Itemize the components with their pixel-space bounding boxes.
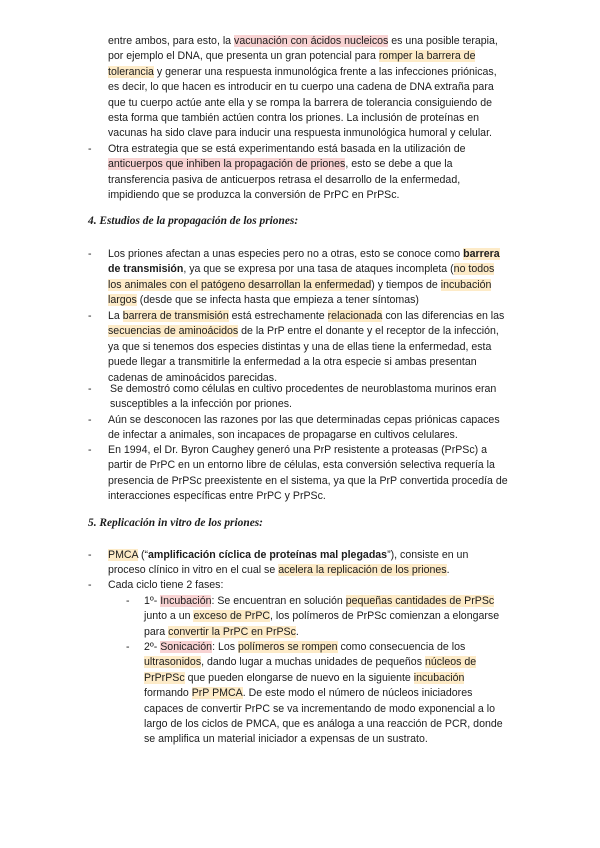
text-line (108, 34, 498, 49)
text-run: (“ (138, 549, 149, 561)
bullet-dash: - (88, 549, 92, 561)
paragraph-caughey (108, 443, 508, 505)
text-run: 1º- (144, 595, 161, 607)
text-line (108, 111, 498, 126)
text-run: : Se encuentran en solución (211, 595, 346, 607)
text-run: partir de PrPC en un entorno libre de células, esta conversión selectiva requería la (108, 459, 495, 472)
text-line (108, 563, 468, 578)
highlighted-text: barrera (463, 248, 500, 260)
highlighted-text: incubación (440, 278, 492, 291)
text-line (144, 594, 499, 609)
highlighted-text: anticuerpos que inhiben la propagación de priones (108, 158, 346, 171)
text-run: es decir, lo que hacen es introducir en tu cuerpo una cadena de DNA extraña para (108, 81, 494, 94)
text-line (110, 397, 496, 412)
highlighted-text: incubación (413, 671, 465, 684)
highlighted-text: PMCA (108, 549, 139, 561)
text-run: de infectar a animales, son incapaces de propagarse en cultivos celulares. (108, 429, 458, 442)
text-line (108, 489, 508, 504)
text-run: susceptibles a la infección por priones. (110, 398, 292, 411)
paragraph-pmca (108, 548, 468, 579)
highlighted-text: exceso de PrPC (193, 610, 271, 623)
text-line (144, 686, 503, 701)
text-run: proceso clínico in vitro en el cual se (108, 564, 279, 577)
text-run: como consecuencia de los (337, 641, 466, 653)
text-line (110, 382, 496, 397)
text-line (144, 655, 503, 670)
text-run: . (295, 625, 299, 638)
text-run: vacunas ha sido clave para inducir una respuesta inmunológica humoral y celular. (108, 127, 492, 140)
text-line (108, 443, 508, 458)
text-line (108, 262, 500, 277)
highlighted-text: Incubación (160, 595, 212, 607)
text-line (108, 173, 465, 188)
text-run: cadenas de aminoácidos parecidas. (108, 371, 278, 384)
highlighted-text: romper la barrera de (378, 50, 476, 63)
highlighted-text: PrP PMCA (191, 687, 243, 700)
text-line (108, 428, 500, 443)
text-run: se amplifica un material iniciador a expensas de un sustrato. (144, 733, 428, 746)
text-run: que tu cuerpo actúe ante ella y se rompa la barrera de tolerancia consiguiendo de (108, 96, 492, 109)
text-line (108, 340, 504, 355)
text-run: , dando lugar a muchas unidades de pequeños (201, 656, 425, 669)
text-run: impidiendo que se produzca la conversión de PrPC en PrPSc. (108, 189, 400, 202)
text-line (144, 702, 503, 717)
paragraph-phase-incubation (144, 594, 499, 640)
text-line (108, 157, 465, 172)
highlighted-text: los animales con el patógeno desarrollan la enfermedad (108, 278, 372, 291)
highlighted-text: Sonicación (160, 641, 213, 653)
highlighted-text: pequeñas cantidades de PrPSc (345, 595, 495, 607)
text-run: , esto se debe a que la (345, 158, 453, 171)
text-run: presencia de PrPSc preexistente en el sistema, ya que la PrP convertida procedía de (108, 474, 508, 487)
paragraph-amino-acid-sequences (108, 309, 504, 386)
text-line (144, 717, 503, 732)
text-run: con las diferencias en las (382, 310, 505, 322)
text-run: para (144, 625, 169, 638)
text-run: La (108, 310, 123, 322)
bullet-dash: - (88, 383, 92, 395)
text-run: (desde que se infecta hasta que empieza a tener síntomas) (136, 294, 419, 307)
highlighted-text: vacunación con ácidos nucleicos (234, 35, 389, 47)
text-run: y generar una respuesta inmunológica frente a las infecciones priónicas, (153, 65, 497, 78)
text-line (108, 142, 465, 157)
highlighted-text: largos (108, 294, 137, 307)
highlighted-text: no todos (453, 263, 495, 276)
text-run: ya que si tenemos dos especies distintas y una de ellas tiene la enfermedad, esta (108, 340, 492, 353)
text-run: interacciones específicas entre PrPC y PrPSc. (108, 490, 326, 503)
bullet-dash: - (88, 248, 92, 260)
text-run: es una posible terapia, (388, 35, 498, 47)
text-line (108, 458, 508, 473)
text-run: : Los (212, 641, 238, 653)
text-run: ) y tiempos de (371, 278, 441, 291)
text-run: . De este modo el número de núcleos iniciadores (242, 687, 473, 700)
text-line (108, 126, 498, 141)
text-run: de la PrP entre el donante y el receptor de la infección, (238, 325, 499, 338)
text-line (108, 413, 500, 428)
highlighted-text: tolerancia (108, 65, 154, 78)
text-line (108, 355, 504, 370)
text-line (108, 474, 508, 489)
text-run: transferencia pasiva de anticuerpos retrasa el desarrollo de la enfermedad, (108, 173, 461, 186)
text-run: ”), consiste en un (387, 549, 469, 561)
text-line (108, 49, 498, 64)
text-run: de transmisión (108, 263, 184, 276)
text-run: 2º- (144, 641, 161, 653)
paragraph-prion-strains (108, 413, 500, 444)
highlighted-text: barrera de transmisión (122, 310, 229, 322)
text-line (108, 80, 498, 95)
text-run: capaces de convertir PrPC se va incrementando de modo exponencial a lo (144, 702, 495, 715)
highlighted-text: convertir la PrPC en PrPSc (168, 625, 296, 638)
text-run: , ya que se expresa por una tasa de ataques incompleta ( (183, 263, 454, 276)
highlighted-text: polímeros se rompen (237, 641, 338, 653)
bullet-dash: - (88, 444, 92, 456)
text-run: por ejemplo el DNA, que presenta un gran potencial para (108, 50, 379, 63)
text-run: amplificación cíclica de proteínas mal plegadas (148, 549, 388, 561)
text-run: largo de los ciclos de PMCA, que es análoga a una reacción de PCR, donde (144, 717, 503, 730)
text-line (144, 671, 503, 686)
highlighted-text: núcleos de (424, 656, 477, 669)
text-run: puede llegar a transmitirle la enfermedad a la otra especie si ambas presentan (108, 356, 477, 369)
text-run: , los polímeros de PrPSc comienzan a elongarse (270, 610, 500, 623)
text-run: junto a un (144, 610, 194, 623)
highlighted-text: acelera la replicación de los priones (278, 564, 447, 577)
highlighted-text: relacionada (327, 310, 383, 322)
text-line (108, 278, 500, 293)
text-run: que pueden elongarse de nuevo en la siguiente (184, 671, 414, 684)
text-run: Los priones afectan a unas especies pero no a otras, esto se conoce como (108, 248, 464, 260)
text-line (144, 625, 499, 640)
text-line (108, 188, 465, 203)
paragraph-antibodies (108, 142, 465, 204)
text-line (108, 65, 498, 80)
bullet-dash: - (88, 143, 92, 155)
text-run: Cada ciclo tiene 2 fases: (108, 579, 224, 591)
text-line (108, 324, 504, 339)
sub-bullet-dash: - (126, 595, 130, 607)
highlighted-text: secuencias de aminoácidos (108, 325, 239, 338)
bullet-dash: - (88, 310, 92, 322)
sub-bullet-dash: - (126, 641, 130, 653)
text-line (108, 548, 468, 563)
paragraph-cycle-phases (108, 578, 223, 593)
text-line (108, 293, 500, 308)
paragraph-phase-sonication (144, 640, 503, 748)
text-line (144, 640, 503, 655)
text-line (144, 609, 499, 624)
text-run: . (446, 564, 450, 577)
text-line (108, 247, 500, 262)
paragraph-neuroblastoma (110, 382, 496, 413)
text-run: En 1994, el Dr. Byron Caughey generó una PrP resistente a proteasas (PrPSc) a (108, 444, 488, 456)
text-run: esta forma que también actúen contra los priones. La inclusión de proteínas en (108, 111, 480, 124)
section-heading-4: 4. Estudios de la propagación de los priones: (88, 215, 299, 227)
section-heading-5: 5. Replicación in vitro de los priones: (88, 517, 263, 529)
text-line (108, 578, 223, 593)
text-line (108, 96, 498, 111)
paragraph-transmission-barrier (108, 247, 500, 309)
paragraph-vaccination (108, 34, 498, 142)
text-run: Se demostró como células en cultivo procedentes de neuroblastoma murinos eran (110, 383, 497, 395)
bullet-dash: - (88, 414, 92, 426)
text-run: Aún se desconocen las razones por las que determinadas cepas priónicas capaces (108, 414, 500, 426)
text-line (108, 309, 504, 324)
highlighted-text: PrPrPSc (144, 671, 185, 684)
text-run: entre ambos, para esto, la (108, 35, 235, 47)
highlighted-text: ultrasonidos (144, 656, 202, 669)
text-run: formando (144, 687, 192, 700)
text-line (144, 732, 503, 747)
text-run: está estrechamente (228, 310, 328, 322)
bullet-dash: - (88, 579, 92, 591)
text-run: Otra estrategia que se está experimentando está basada en la utilización de (108, 143, 466, 155)
